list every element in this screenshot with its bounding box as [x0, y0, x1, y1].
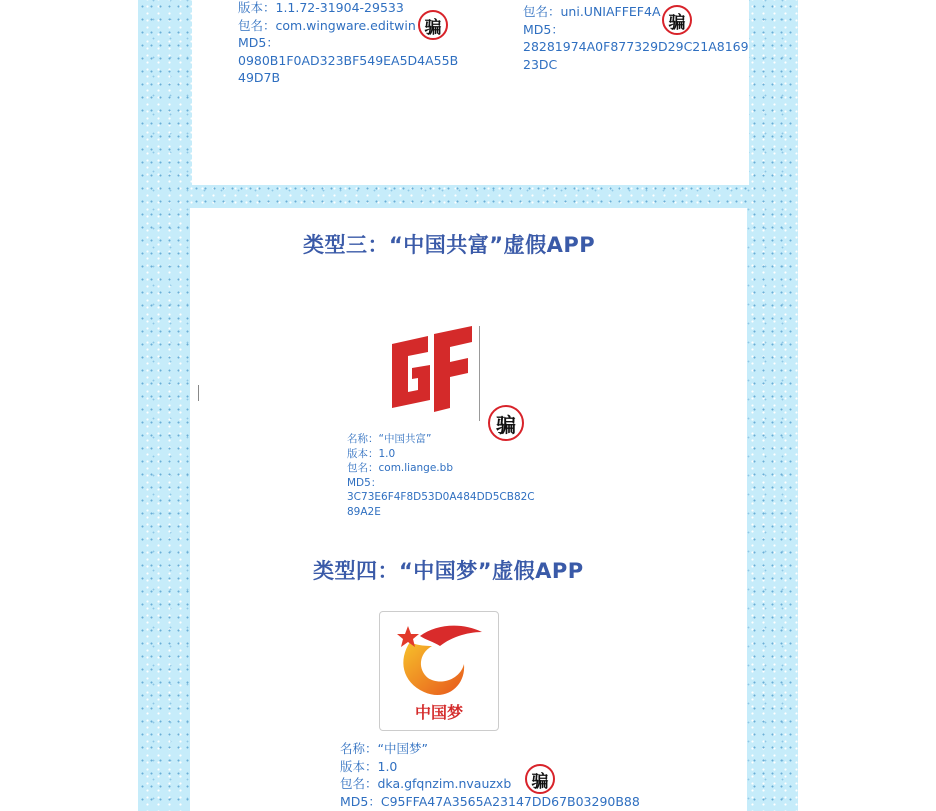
app-md5-line1: 0980B1F0AD323BF549EA5D4A55B	[238, 52, 459, 68]
app-md5-line1: 28281974A0F877329D29C21A8169	[523, 39, 749, 54]
app-md5-line2: 49D7B	[238, 70, 281, 85]
fraud-stamp-icon: 骗	[418, 10, 448, 40]
app-md5-label: MD5：	[347, 476, 382, 489]
app-md5-line2: 89A2E	[347, 505, 381, 518]
app-name: 名称：“中国共富”	[347, 433, 432, 445]
fraud-stamp-icon: 骗	[662, 5, 692, 35]
fraud-stamp-icon: 骗	[488, 405, 524, 441]
app-md5-line2: 23DC	[523, 56, 558, 72]
app-package: 包名：dka.gfqnzim.nvauzxb	[340, 776, 512, 791]
fraud-stamp-icon: 骗	[525, 764, 555, 794]
dream-logo-text: 中国梦	[414, 703, 464, 722]
section-title-type4: 类型四：“中国梦”虚假APP	[313, 559, 584, 583]
section-title-type3: 类型三：“中国共富”虚假APP	[303, 233, 596, 257]
app-package: 包名：com.liange.bb	[347, 462, 453, 474]
type3-app-info	[347, 432, 535, 519]
app-md5-label: MD5：	[238, 35, 279, 50]
app-md5: MD5：C95FFA47A3565A23147DD67B03290B88	[340, 793, 640, 809]
app-package: 包名：com.wingware.editwin	[238, 17, 416, 33]
app-version: 版本：1.0	[340, 758, 398, 774]
gf-logo-icon	[384, 326, 480, 421]
app-name: 名称：“中国梦”	[340, 741, 428, 756]
app-package: 包名：uni.UNIAFFEF4A	[523, 4, 661, 19]
frame-edge-mark	[198, 385, 199, 401]
app-info-block-2	[523, 3, 749, 73]
app-version: 版本：1.1.72-31904-29533	[238, 0, 404, 15]
app-md5-label: MD5：	[523, 21, 564, 37]
type4-app-info	[340, 740, 640, 810]
app-md5-line1: 3C73E6F4F8D53D0A484DD5CB82C	[347, 491, 535, 503]
dream-logo-icon	[379, 611, 499, 731]
app-version: 版本：1.0	[347, 447, 396, 460]
